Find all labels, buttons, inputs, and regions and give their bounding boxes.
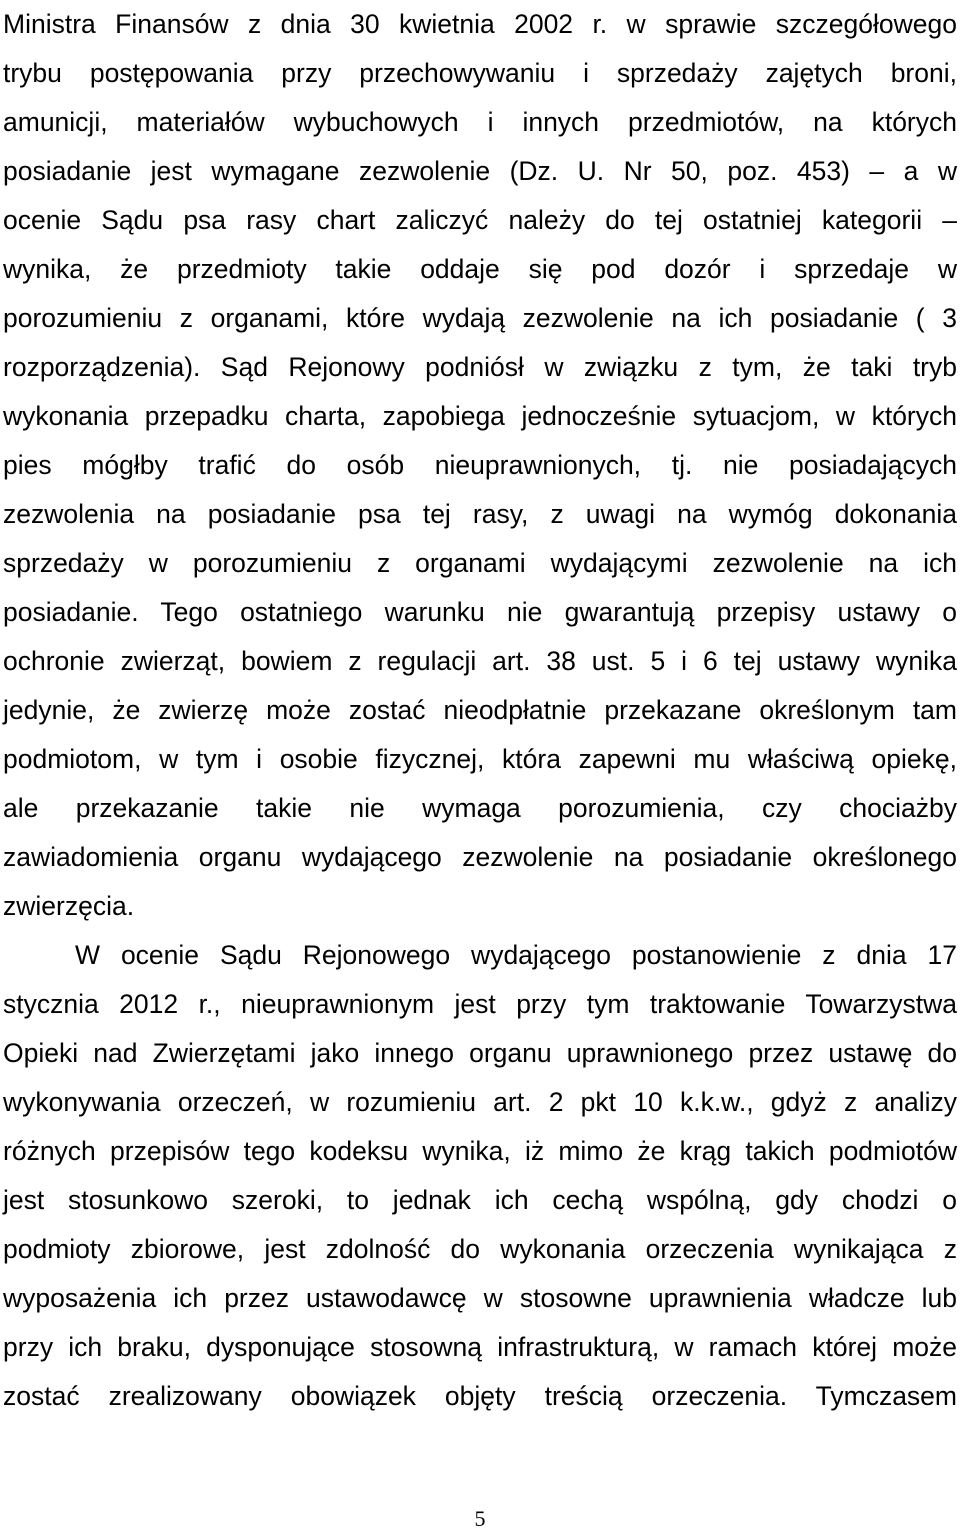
text-line: różnych przepisów tego kodeksu wynika, iż mimo że krąg takich podmiotów: [3, 1136, 957, 1166]
text-line: przy ich braku, dysponujące stosowną infrastrukturą, w ramach której może: [3, 1332, 957, 1362]
text-line: amunicji, materiałów wybuchowych i innych przedmiotów, na których: [3, 107, 957, 137]
text-line: zezwolenia na posiadanie psa tej rasy, z uwagi na wymóg dokonania: [3, 499, 957, 529]
text-line: podmiotom, w tym i osobie fizycznej, która zapewni mu właściwą opiekę,: [3, 744, 957, 774]
text-line: posiadanie jest wymagane zezwolenie (Dz. U. Nr 50, poz. 453) – a w: [3, 156, 957, 186]
page-number: 5: [474, 1506, 486, 1531]
text-line: ocenie Sądu psa rasy chart zaliczyć należy do tej ostatniej kategorii –: [3, 205, 957, 235]
text-line: zwierzęcia.: [3, 891, 135, 921]
text-line: Opieki nad Zwierzętami jako innego organu uprawnionego przez ustawę do: [3, 1038, 957, 1068]
text-line: wynika, że przedmioty takie oddaje się pod dozór i sprzedaje w: [3, 254, 957, 284]
text-line: ale przekazanie takie nie wymaga porozumienia, czy chociażby: [3, 793, 957, 823]
paragraph-1: [3, 0, 957, 931]
text-line: pies mógłby trafić do osób nieuprawnionych, tj. nie posiadających: [3, 450, 957, 480]
text-line: wykonania przepadku charta, zapobiega jednocześnie sytuacjom, w których: [3, 401, 957, 431]
document-body: [3, 0, 957, 1421]
text-line: jedynie, że zwierzę może zostać nieodpłatnie przekazane określonym tam: [3, 695, 957, 725]
text-line: wyposażenia ich przez ustawodawcę w stosowne uprawnienia władcze lub: [3, 1283, 957, 1313]
text-line: sprzedaży w porozumieniu z organami wydającymi zezwolenie na ich: [3, 548, 957, 578]
text-line: posiadanie. Tego ostatniego warunku nie gwarantują przepisy ustawy o: [3, 597, 957, 627]
paragraph-2: [3, 931, 957, 1421]
text-line: zawiadomienia organu wydającego zezwolenie na posiadanie określonego: [3, 842, 957, 872]
text-line: zostać zrealizowany obowiązek objęty treścią orzeczenia. Tymczasem: [3, 1381, 957, 1411]
text-line: stycznia 2012 r., nieuprawnionym jest przy tym traktowanie Towarzystwa: [3, 989, 957, 1019]
text-line: podmioty zbiorowe, jest zdolność do wykonania orzeczenia wynikająca z: [3, 1234, 957, 1264]
text-line: trybu postępowania przy przechowywaniu i sprzedaży zajętych broni,: [3, 58, 957, 88]
text-line: porozumieniu z organami, które wydają zezwolenie na ich posiadanie ( 3: [3, 303, 957, 333]
text-line: Ministra Finansów z dnia 30 kwietnia 2002 r. w sprawie szczegółowego: [3, 9, 957, 39]
text-line: jest stosunkowo szeroki, to jednak ich cechą wspólną, gdy chodzi o: [3, 1185, 957, 1215]
text-line: wykonywania orzeczeń, w rozumieniu art. 2 pkt 10 k.k.w., gdyż z analizy: [3, 1087, 957, 1117]
text-line: ochronie zwierząt, bowiem z regulacji art. 38 ust. 5 i 6 tej ustawy wynika: [3, 646, 957, 676]
text-line: W ocenie Sądu Rejonowego wydającego postanowienie z dnia 17: [75, 940, 957, 970]
text-line: rozporządzenia). Sąd Rejonowy podniósł w związku z tym, że taki tryb: [3, 352, 957, 382]
